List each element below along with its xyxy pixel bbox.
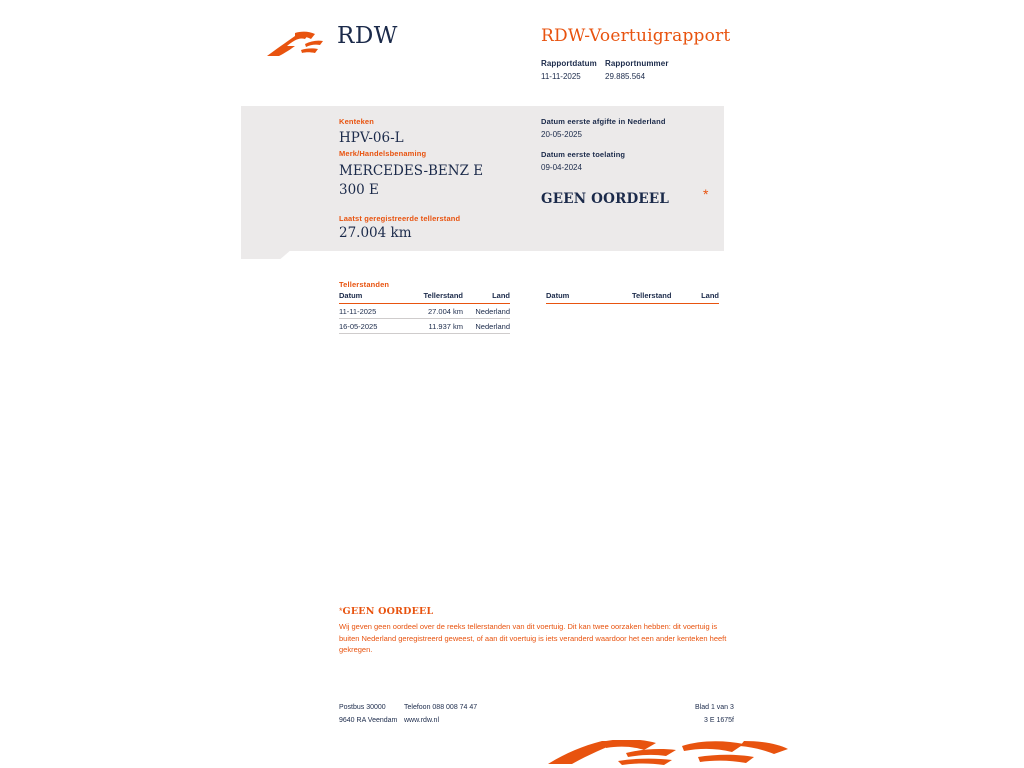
footnote-heading xyxy=(339,606,433,617)
footer-decoration-icon xyxy=(548,740,788,768)
table-header-row xyxy=(339,291,510,304)
footer-telefoon: Telefoon 088 008 74 47 xyxy=(404,704,478,711)
tellerstanden-table-right xyxy=(546,291,719,304)
tellerstanden-table-left xyxy=(339,291,510,334)
report-date-value: 11-11-2025 xyxy=(541,72,581,81)
footer-postbus: Postbus 30000 xyxy=(339,704,386,711)
brand-wordmark: RDW xyxy=(337,23,398,49)
cell-land: Nederland xyxy=(463,304,510,319)
kenteken-value: HPV-06-L xyxy=(339,130,404,146)
column-header-land: Land xyxy=(671,291,719,304)
merk-label: Merk/Handelsbenaming xyxy=(339,149,427,158)
eerste-afgifte-value: 20-05-2025 xyxy=(541,130,582,139)
footer-page-number: Blad 1 van 3 xyxy=(695,704,734,711)
cell-tellerstand: 27.004 km xyxy=(401,304,463,319)
report-number-label: Rapportnummer xyxy=(605,59,669,68)
cell-land: Nederland xyxy=(463,319,510,334)
column-header-land: Land xyxy=(463,291,510,304)
eerste-toelating-label: Datum eerste toelating xyxy=(541,150,626,159)
report-date-label: Rapportdatum xyxy=(541,59,597,68)
footnote-marker: * xyxy=(339,606,343,616)
footnote-heading-text: GEEN OORDEEL xyxy=(342,606,434,617)
table-row xyxy=(339,304,510,319)
footer-website[interactable]: www.rdw.nl xyxy=(404,717,440,724)
column-header-tellerstand: Tellerstand xyxy=(401,291,463,304)
summary-panel-notch xyxy=(241,243,299,259)
kenteken-label: Kenteken xyxy=(339,117,374,126)
table-row xyxy=(339,319,510,334)
tellerstand-value: 27.004 km xyxy=(339,225,412,241)
verdict-text: GEEN OORDEEL xyxy=(541,191,670,207)
cell-datum: 16-05-2025 xyxy=(339,319,401,334)
tellerstand-label: Laatst geregistreerde tellerstand xyxy=(339,214,461,223)
tellerstanden-section-title: Tellerstanden xyxy=(339,280,390,289)
page-title: RDW-Voertuigrapport xyxy=(541,26,731,46)
column-header-tellerstand: Tellerstand xyxy=(609,291,672,304)
rdw-logo-icon xyxy=(265,30,327,62)
footnote-body: Wij geven geen oordeel over de reeks tellerstanden van dit voertuig. Dit kan twee oorzaken hebben: dit voertuig is buiten Nederland geregistreerd geweest, of aan dit voertuig is iets veranderd waardoor het een ander kenteken heeft gekregen. xyxy=(339,622,727,655)
cell-datum: 11-11-2025 xyxy=(339,304,401,319)
report-number-value: 29.885.564 xyxy=(605,72,646,81)
eerste-afgifte-label: Datum eerste afgifte in Nederland xyxy=(541,117,666,126)
eerste-toelating-value: 09-04-2024 xyxy=(541,163,582,172)
column-header-datum: Datum xyxy=(546,291,609,304)
merk-value-line1: MERCEDES-BENZ E xyxy=(339,163,484,179)
column-header-datum: Datum xyxy=(339,291,401,304)
merk-value-line2: 300 E xyxy=(339,182,379,198)
table-header-row xyxy=(546,291,719,304)
verdict-footnote-marker: * xyxy=(703,186,709,202)
footer-form-code: 3 E 1675f xyxy=(704,717,734,724)
footer-plaats: 9640 RA Veendam xyxy=(339,717,398,724)
cell-tellerstand: 11.937 km xyxy=(401,319,463,334)
